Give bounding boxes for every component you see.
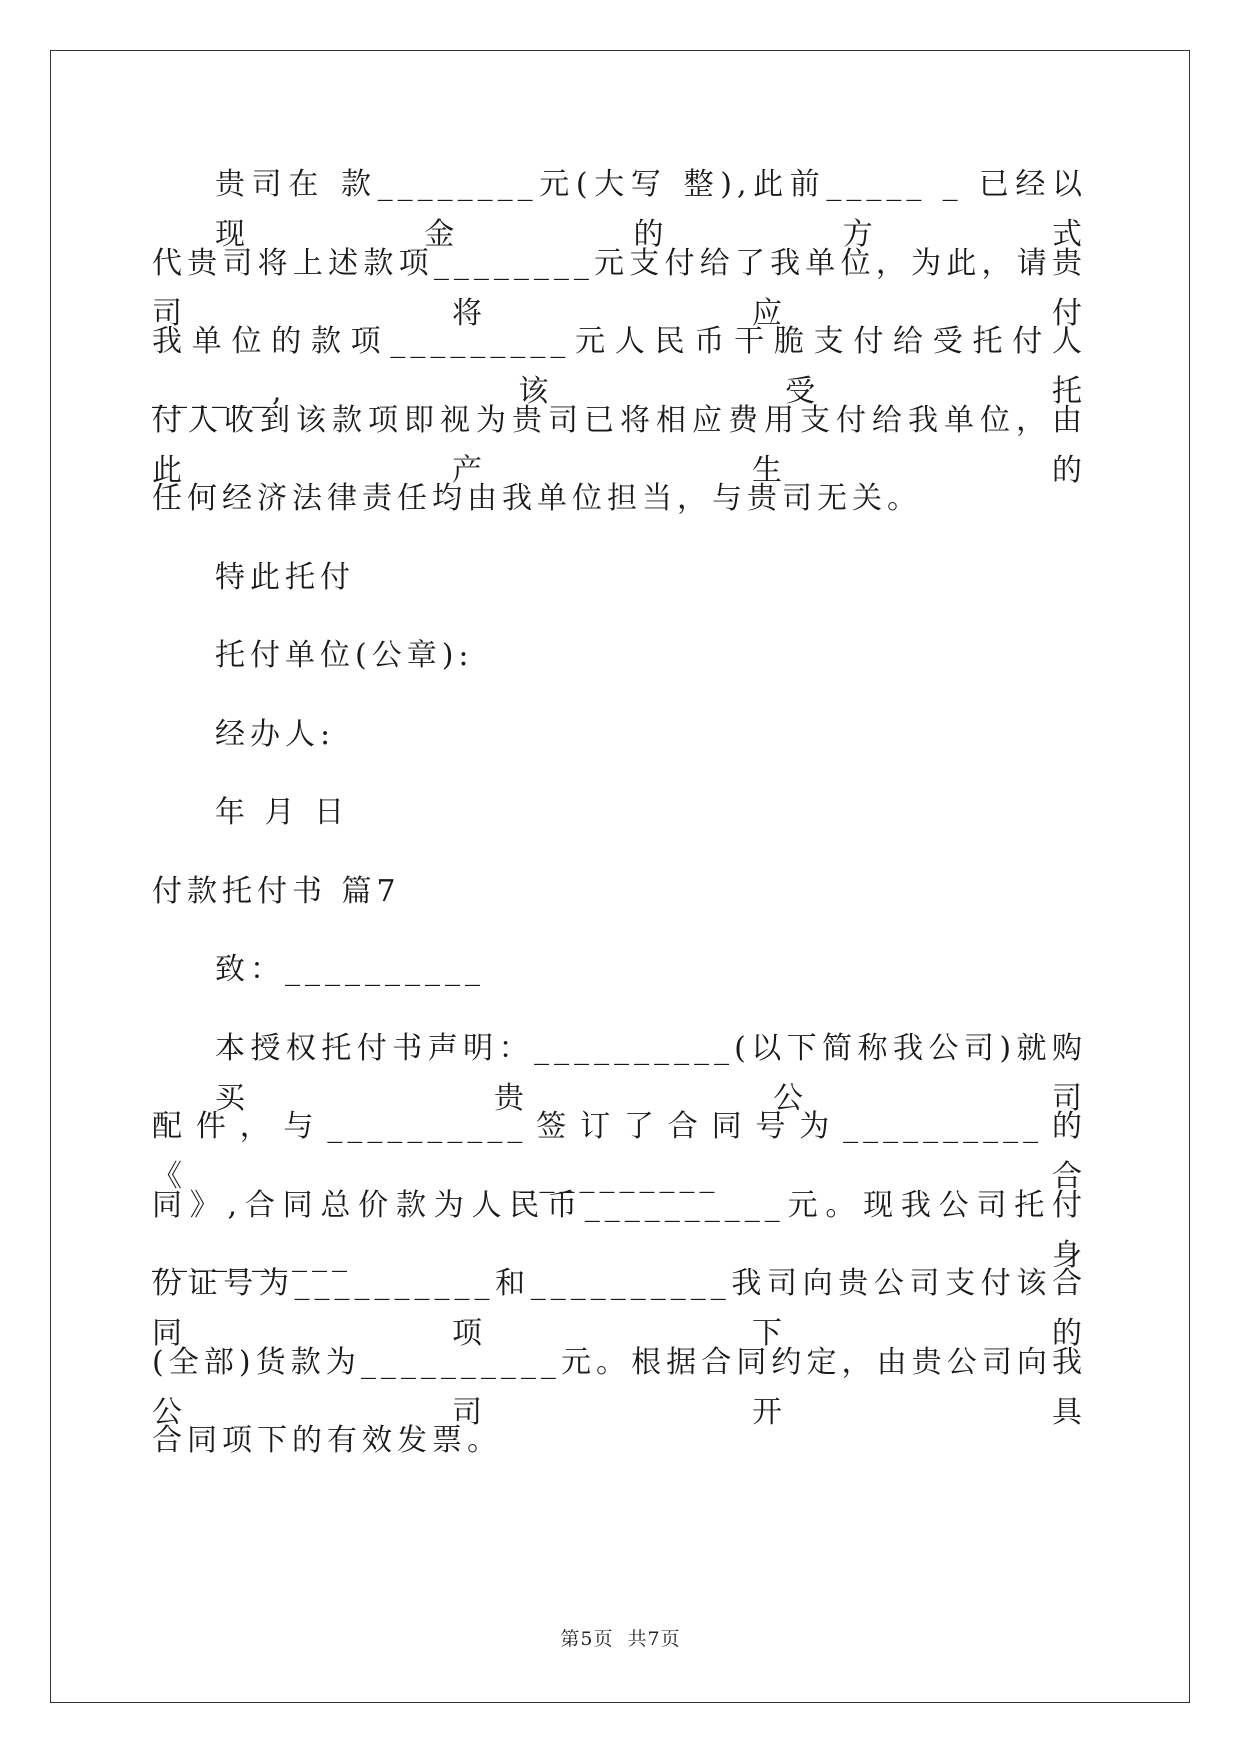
entrusting-unit-label: 托付单位(公章): xyxy=(215,638,474,673)
page-number-footer: 第5页 共7页 xyxy=(560,1628,681,1650)
closing-phrase: 特此托付 xyxy=(215,559,355,595)
paragraph-line: 本授权托付书声明：__________(以下简称我公司)就购买贵公司 xyxy=(215,1030,1087,1116)
paragraph-line: 付人收到该款项即视为贵司已将相应费用支付给我单位，由此产生的 xyxy=(152,402,1087,488)
paragraph-line: 同》,合同总价款为人民币__________元。现我公司托付__________身 xyxy=(152,1187,1087,1273)
paragraph-line: 代贵司将上述款项________元支付给了我单位，为此，请贵司将应付 xyxy=(152,245,1087,331)
paragraph-line: 我单位的款项_________元人民币干脆支付给受托付人______,该受托 xyxy=(152,324,1087,409)
date-label: 年 月 日 xyxy=(215,795,350,830)
paragraph-line: 贵司在 款________元(大写 整),此前_____ _ 已经以现金的方式 xyxy=(215,167,1087,252)
paragraph-line: 配件，与__________签订了合同号为__________的《__________合 xyxy=(152,1109,1087,1194)
paragraph-line: 合同项下的有效发票。 xyxy=(152,1423,502,1458)
paragraph-line: 份证号为__________和__________我司向贵公司支付该合同项下的 xyxy=(152,1266,1087,1351)
handler-label: 经办人: xyxy=(215,716,336,752)
addressee-line: 致：__________ xyxy=(215,952,485,987)
paragraph-line: 任何经济法律责任均由我单位担当，与贵司无关。 xyxy=(152,481,922,516)
paragraph-line: (全部)货款为__________元。根据合同约定，由贵公司向我公司开具 xyxy=(152,1344,1087,1430)
section-heading: 付款托付书 篇7 xyxy=(152,873,401,909)
document-body xyxy=(152,160,1087,1495)
